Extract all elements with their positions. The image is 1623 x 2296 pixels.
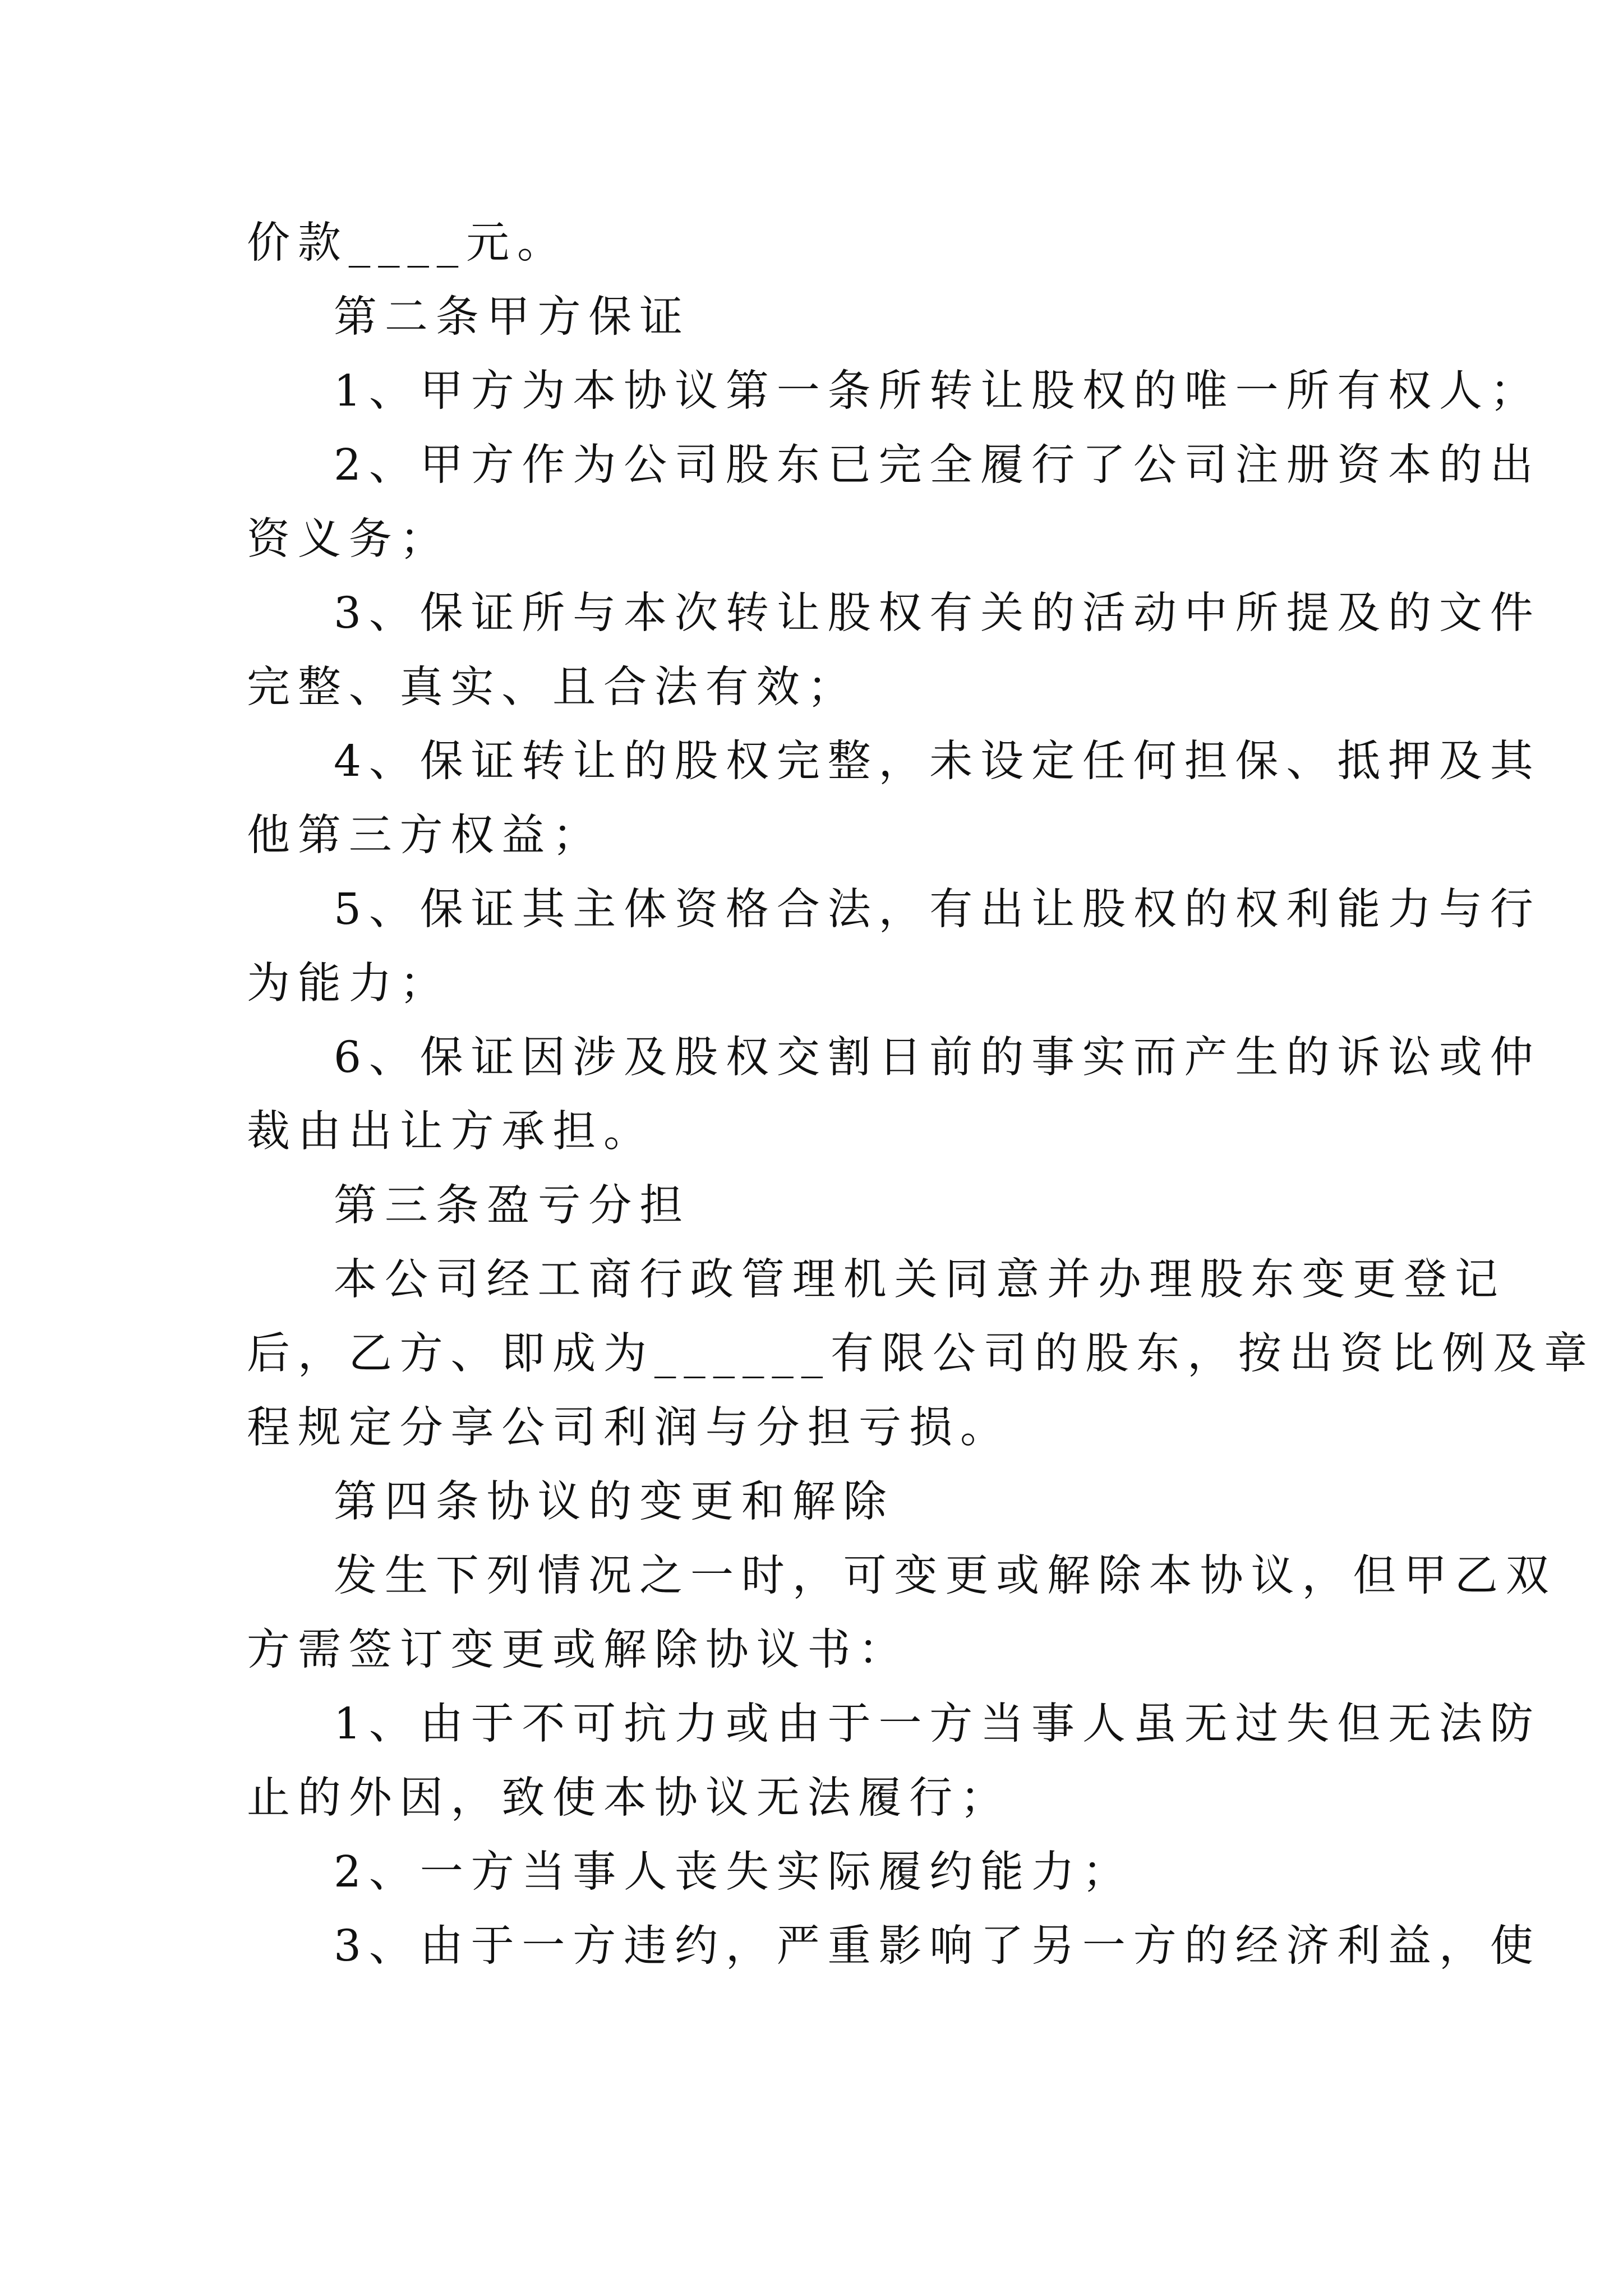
clause-line: 3、由于一方违约，严重影响了另一方的经济利益，使 bbox=[334, 1921, 1541, 1971]
clause-line: 2、一方当事人丧失实际履约能力； bbox=[334, 1847, 1133, 1897]
clause-line: 3、保证所与本次转让股权有关的活动中所提及的文件 bbox=[334, 588, 1541, 638]
text-line: 完整、真实、且合法有效； bbox=[247, 662, 859, 712]
section-heading: 第四条协议的变更和解除 bbox=[334, 1477, 895, 1527]
text-line: 程规定分享公司利润与分担亏损。 bbox=[247, 1403, 1011, 1453]
section-heading: 第三条盈亏分担 bbox=[334, 1181, 691, 1231]
clause-line: 6、保证因涉及股权交割日前的事实而产生的诉讼或仲 bbox=[334, 1033, 1541, 1083]
text-line: 资义务； bbox=[247, 514, 451, 564]
section-heading: 第二条甲方保证 bbox=[334, 292, 691, 342]
clause-line: 2、甲方作为公司股东已完全履行了公司注册资本的出 bbox=[334, 440, 1541, 490]
clause-line: 4、保证转让的股权完整，未设定任何担保、抵押及其 bbox=[334, 737, 1541, 786]
text-line: 止的外因，致使本协议无法履行； bbox=[247, 1773, 1011, 1823]
text-line: 为能力； bbox=[247, 959, 451, 1009]
paragraph-line: 发生下列情况之一时，可变更或解除本协议，但甲乙双 bbox=[334, 1551, 1557, 1601]
clause-line: 1、由于不可抗力或由于一方当事人虽无过失但无法防 bbox=[334, 1699, 1541, 1749]
text-line: 后，乙方、即成为______有限公司的股东，按出资比例及章 bbox=[247, 1329, 1595, 1379]
text-line: 他第三方权益； bbox=[247, 811, 604, 861]
text-line: 裁由出让方承担。 bbox=[247, 1107, 654, 1157]
clause-line: 1、甲方为本协议第一条所转让股权的唯一所有权人； bbox=[334, 366, 1541, 416]
paragraph-line: 本公司经工商行政管理机关同意并办理股东变更登记 bbox=[334, 1255, 1506, 1305]
text-line: 价款____元。 bbox=[247, 218, 568, 268]
clause-line: 5、保证其主体资格合法，有出让股权的权利能力与行 bbox=[334, 885, 1541, 935]
text-line: 方需签订变更或解除协议书： bbox=[247, 1625, 910, 1675]
